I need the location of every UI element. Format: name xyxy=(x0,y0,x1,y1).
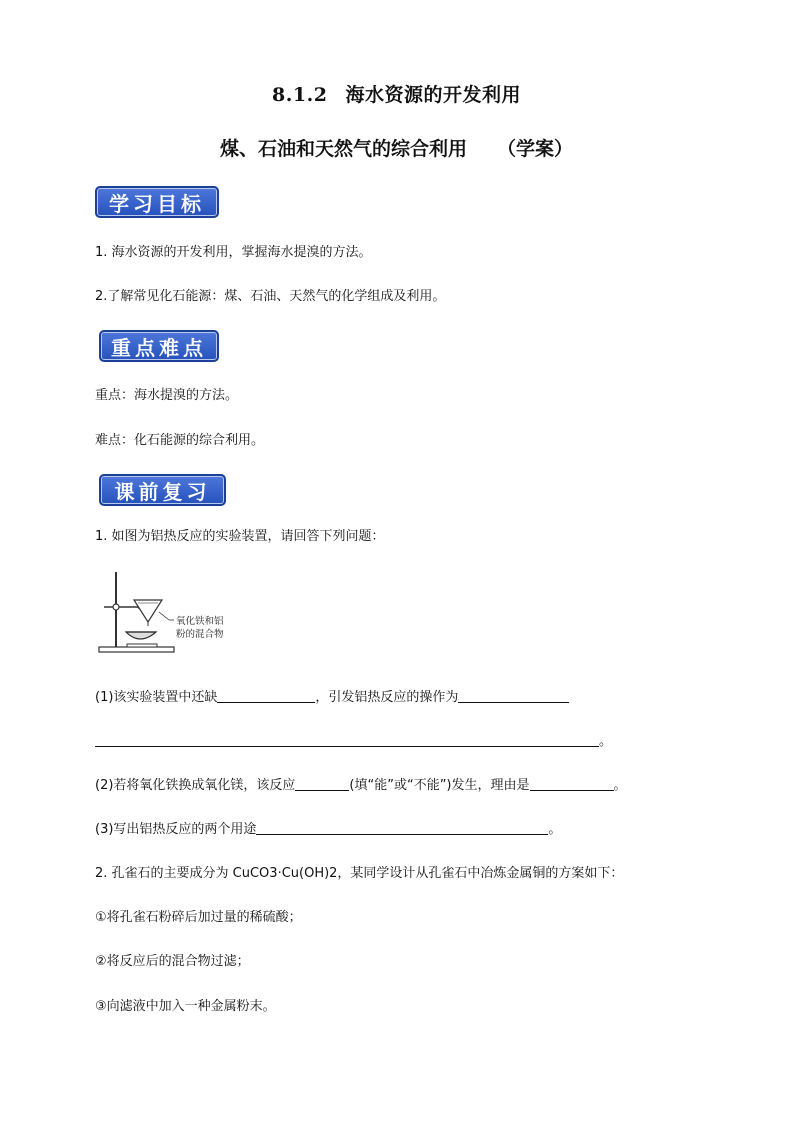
question-2-step-1: ①将孔雀石粉碎后加过量的稀硫酸； xyxy=(95,910,302,925)
objectives-badge: 学习目标 xyxy=(95,186,219,218)
question-1-stem: 1. 如图为铝热反应的实验装置，请回答下列问题： xyxy=(95,529,385,544)
page-subtitle xyxy=(0,134,793,161)
objective-item-1: 1. 海水资源的开发利用，掌握海水提溴的方法。 xyxy=(95,245,372,260)
thermite-apparatus-figure xyxy=(96,570,231,655)
answer-blank[interactable] xyxy=(295,776,349,791)
answer-blank[interactable] xyxy=(95,732,599,747)
question-2-step-2: ②将反应后的混合物过滤； xyxy=(95,954,250,969)
key-points-badge: 重点难点 xyxy=(99,330,219,362)
part-1-prefix: (1)该实验装置中还缺 xyxy=(95,690,218,705)
subtitle-text: 煤、石油和天然气的综合利用 xyxy=(219,138,467,160)
objective-item-2: 2.了解常见化石能源：煤、石油、天然气的化学组成及利用。 xyxy=(95,289,446,304)
question-1-part-1 xyxy=(95,688,569,707)
question-2-stem: 2. 孔雀石的主要成分为 CuCO3·Cu(OH)2，某同学设计从孔雀石中冶炼金属铜的方案如下： xyxy=(95,866,624,881)
question-1-part-1-continuation xyxy=(95,732,612,751)
page-title xyxy=(0,80,793,107)
answer-blank[interactable] xyxy=(458,688,569,703)
part-2-middle: (填“能”或“不能”)发生，理由是 xyxy=(349,778,530,793)
part-2-end: 。 xyxy=(613,778,627,793)
apparatus-drawing xyxy=(96,570,231,655)
title-text: 海水资源的开发利用 xyxy=(345,84,521,106)
question-1-part-2 xyxy=(95,776,627,795)
review-badge: 课前复习 xyxy=(99,474,226,506)
question-1-part-3 xyxy=(95,820,561,839)
subtitle-tag: （学案） xyxy=(497,138,574,160)
part-1-middle: ，引发铝热反应的操作为 xyxy=(315,690,459,705)
part-1-end: 。 xyxy=(599,734,613,749)
answer-blank[interactable] xyxy=(256,820,548,835)
part-3-prefix: (3)写出铝热反应的两个用途 xyxy=(95,822,257,837)
focus-text: 重点：海水提溴的方法。 xyxy=(95,388,239,403)
part-3-end: 。 xyxy=(548,822,562,837)
difficulty-text: 难点：化石能源的综合利用。 xyxy=(95,433,265,448)
figure-label-line-1: 氧化铁和铝 xyxy=(176,616,224,627)
question-2-step-3: ③向滤液中加入一种金属粉末。 xyxy=(95,999,276,1014)
answer-blank[interactable] xyxy=(530,776,614,791)
section-number: 8.1.2 xyxy=(272,84,328,106)
part-2-prefix: (2)若将氧化铁换成氧化镁，该反应 xyxy=(95,778,296,793)
answer-blank[interactable] xyxy=(217,688,315,703)
figure-label-line-2: 粉的混合物 xyxy=(176,629,224,640)
